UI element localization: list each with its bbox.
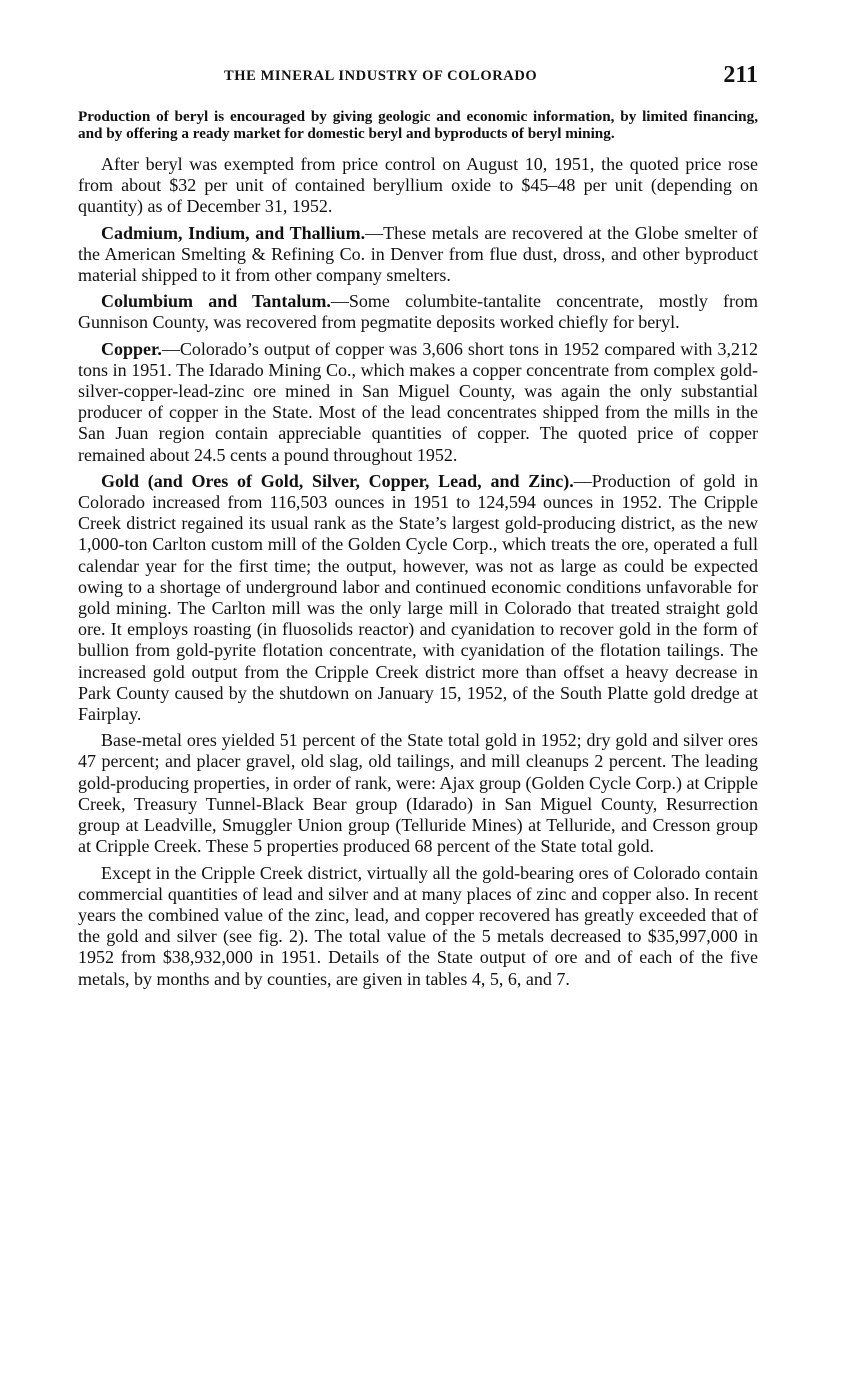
paragraph-beryl-price bbox=[78, 154, 758, 218]
section-heading: Columbium and Tantalum. bbox=[101, 291, 331, 312]
section-heading: Gold (and Ores of Gold, Silver, Copper, Lead, and Zinc). bbox=[101, 470, 574, 491]
paragraph-cadmium-indium-thallium bbox=[78, 223, 758, 287]
paragraph-text: —Some columbite-tantalite concentrate, mostly from Gunnison County, was recovered from pegmatite deposits worked chiefly for beryl. bbox=[78, 291, 758, 333]
paragraph-base-metal-ores bbox=[78, 730, 758, 857]
paragraph-text: Except in the Cripple Creek district, virtually all the gold-bearing ores of Colorado contain commercial quantities of lead and silver and at many places of zinc and copper also. In recent years the combined value of the zinc, lead, and copper recovered has greatly exceeded that of the gold and silver (see fig. 2). The total value of the 5 metals decreased to $35,997,000 in 1952 from $38,932,000 in 1951. Details of the State output of ore and of each of the five metals, by months and by counties, are given in tables 4, 5, 6, and 7. bbox=[78, 862, 758, 989]
paragraph-gold bbox=[78, 471, 758, 725]
lead-paragraph: Production of beryl is encouraged by giving geologic and economic information, by limited financing, and by offering a ready market for domestic beryl and byproducts of beryl mining. bbox=[78, 108, 758, 142]
page-number: 211 bbox=[723, 62, 758, 88]
running-head bbox=[78, 62, 758, 92]
section-heading: Copper. bbox=[101, 338, 162, 359]
paragraph-text: —Production of gold in Colorado increased from 116,503 ounces in 1951 to 124,594 ounces in 1952. The Cripple Creek district regained its usual rank as the State’s largest gold-producing district, as the new 1,000-ton Carlton custom mill of the Golden Cycle Corp., which treats the ore, operated a full calendar year for the first time; the output, however, was not as large as could be expected owing to a shortage of underground labor and continued economic conditions unfavorable for gold mining. The Carlton mill was the only large mill in Colorado that treated straight gold ore. It employs roasting (in fluosolids reactor) and cyanidation to recover gold in the form of bullion from gold-pyrite flotation concentrate, with cyanidation of the flotation tailings. The increased gold output from the Cripple Creek district more than offset a heavy decrease in Park County caused by the shutdown on January 15, 1952, of the South Platte gold dredge at Fairplay. bbox=[78, 470, 758, 725]
page-body bbox=[78, 108, 758, 995]
paragraph-gold-bearing-ores bbox=[78, 863, 758, 990]
running-title: THE MINERAL INDUSTRY OF COLORADO bbox=[224, 68, 538, 84]
paragraph-text: Base-metal ores yielded 51 percent of the State total gold in 1952; dry gold and silver ores 47 percent; and placer gravel, old slag, old tailings, and mill cleanups 2 percent. The leading gold-producing properties, in order of rank, were: Ajax group (Golden Cycle Corp.) at Cripple Creek, Treasury Tunnel-Black Bear group (Idarado) in San Miguel County, Resurrection group at Leadville, Smuggler Union group (Telluride Mines) at Telluride, and Cresson group at Cripple Creek. These 5 properties produced 68 percent of the State total gold. bbox=[78, 730, 758, 857]
section-heading: Cadmium, Indium, and Thallium. bbox=[101, 222, 366, 243]
paragraph-text: —Colorado’s output of copper was 3,606 short tons in 1952 compared with 3,212 tons in 1951. The Idarado Mining Co., which makes a copper concentrate from complex gold-silver-copper-lead-zinc ore mined in San Miguel County, was again the only substantial producer of copper in the State. Most of the lead concentrates shipped from the mills in the San Juan region contain appreciable quantities of copper. The quoted price of copper remained about 24.5 cents a pound throughout 1952. bbox=[78, 338, 758, 465]
paragraph-text: After beryl was exempted from price control on August 10, 1951, the quoted price rose from about $32 per unit of contained beryllium oxide to $45–48 per unit (depending on quantity) as of December 31, 1952. bbox=[78, 154, 758, 217]
paragraph-copper bbox=[78, 339, 758, 466]
paragraph-columbium-tantalum bbox=[78, 291, 758, 333]
paragraph-text: —These metals are recovered at the Globe smelter of the American Smelting & Refining Co. in Denver from flue dust, dross, and other byproduct material shipped to it from other company smelters. bbox=[78, 222, 759, 286]
